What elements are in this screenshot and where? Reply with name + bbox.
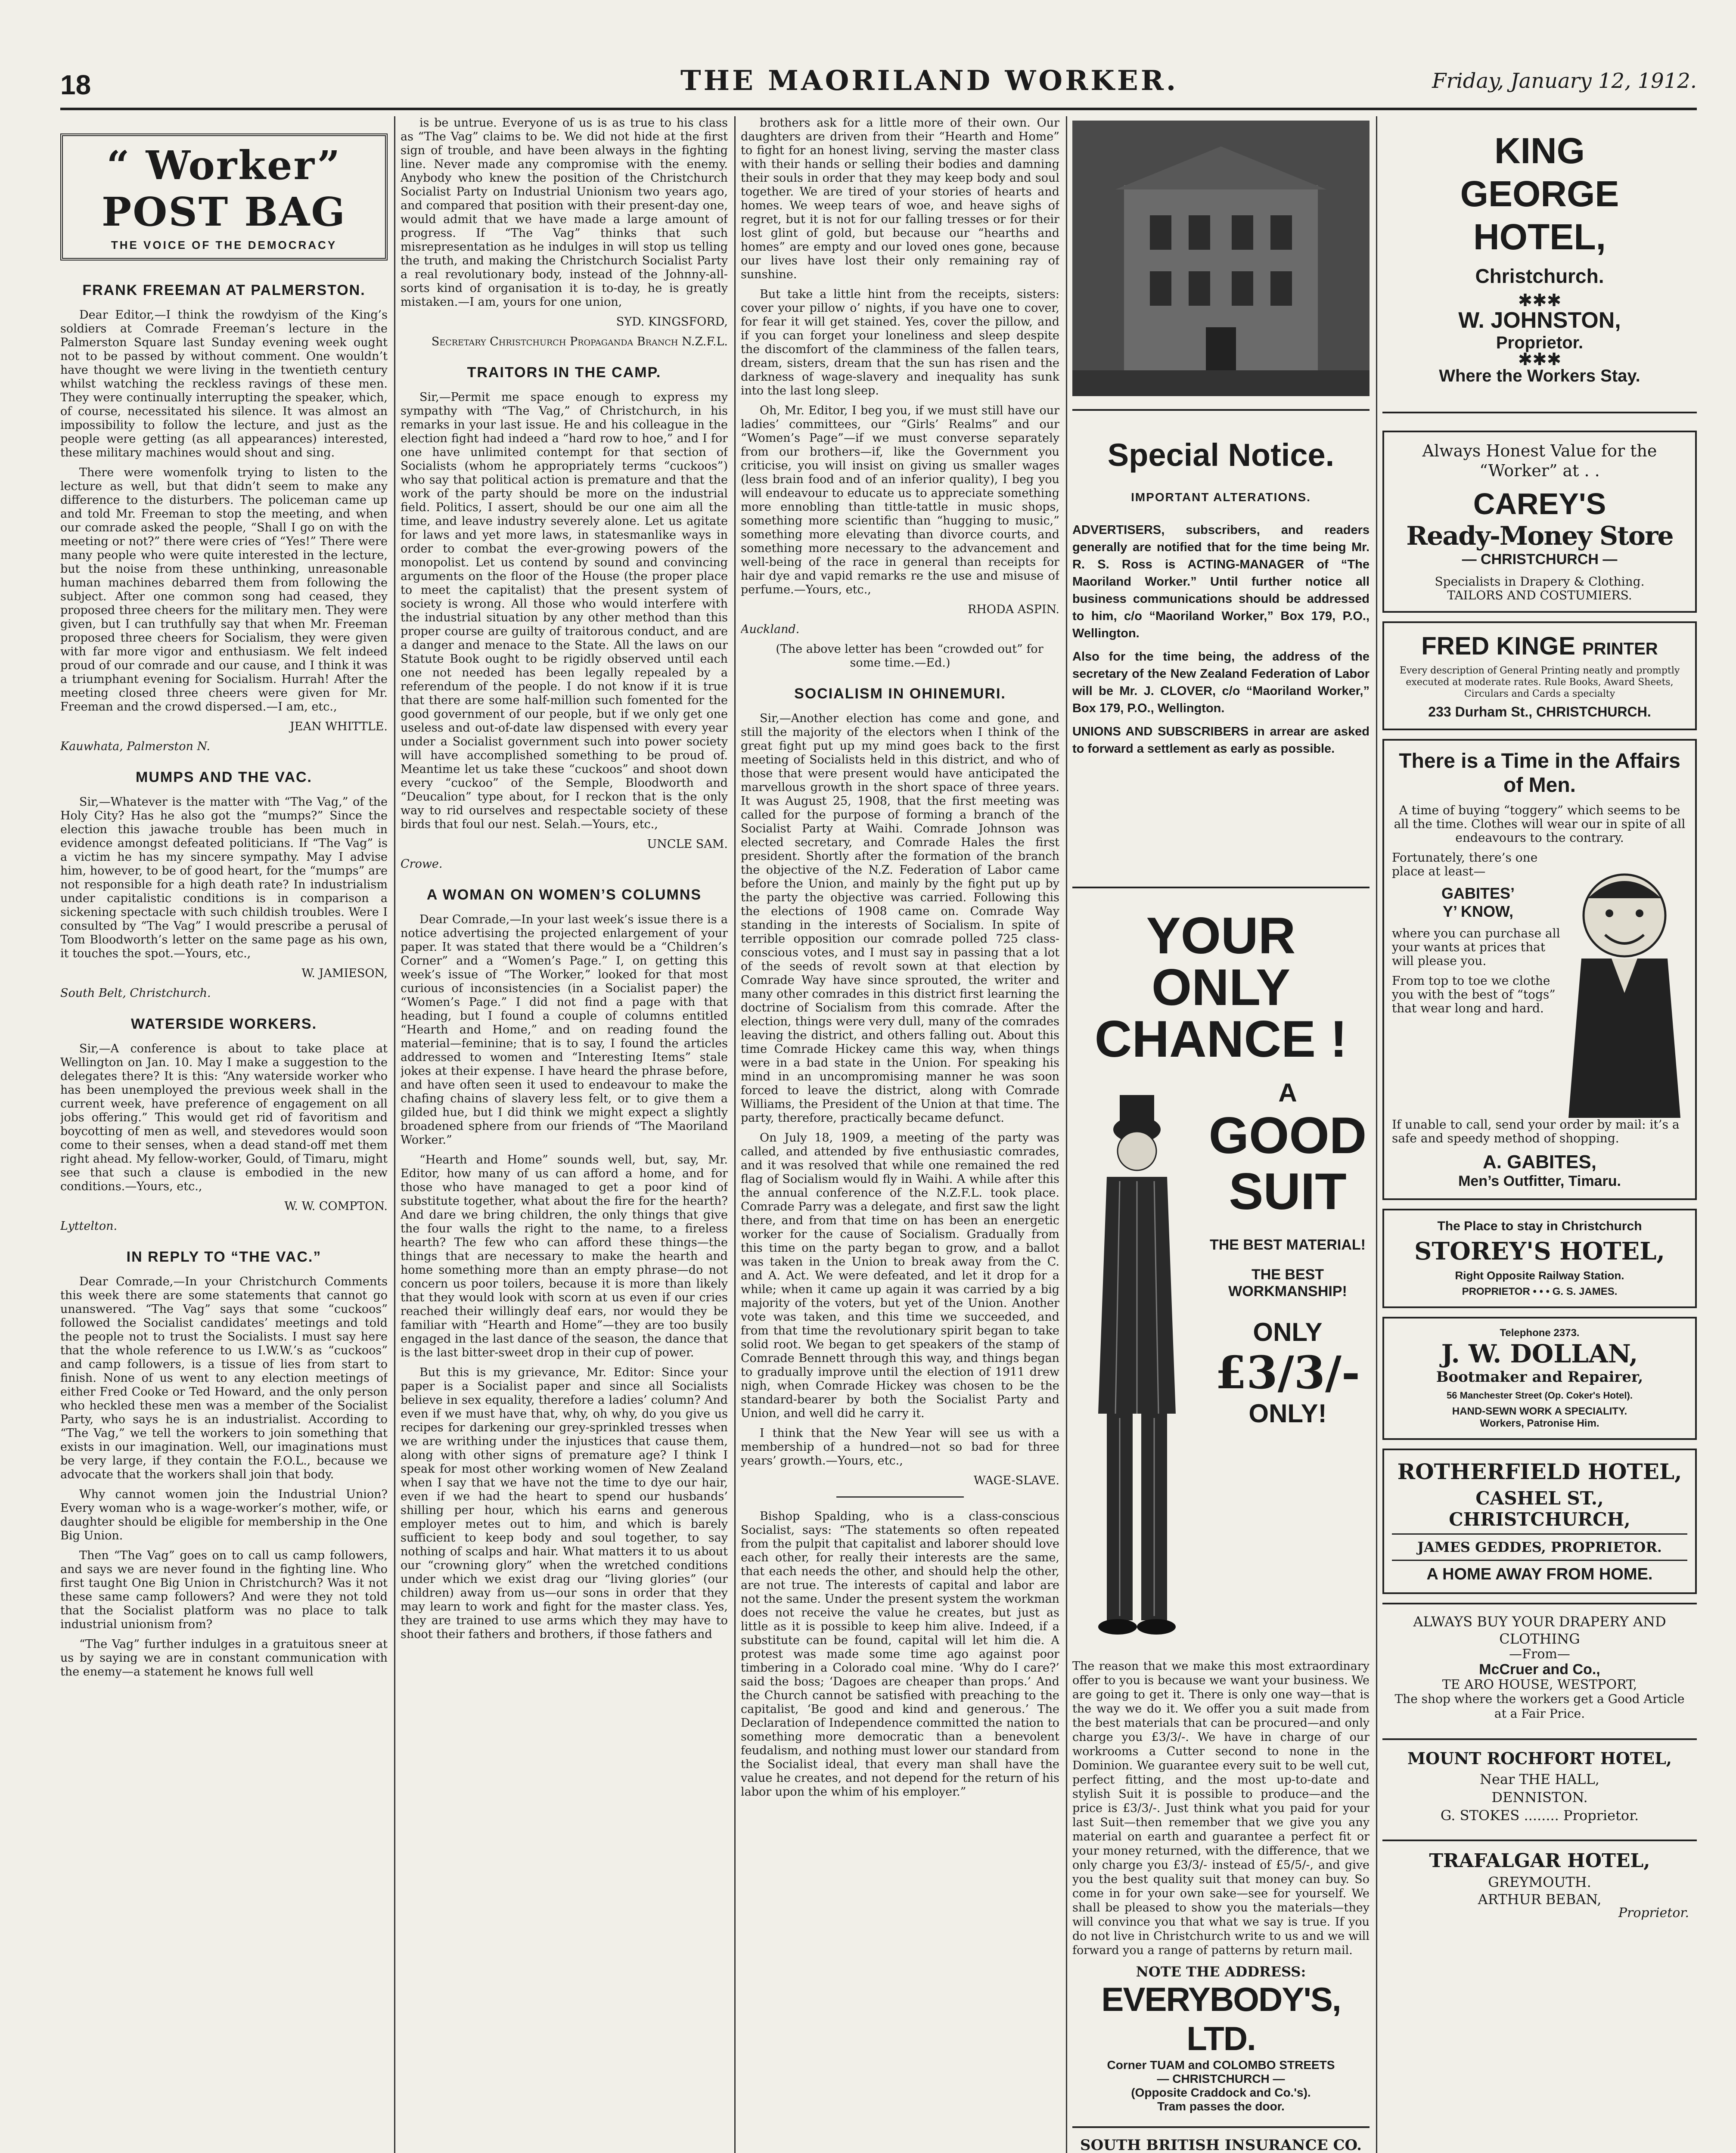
letter-paragraph: But this is my grievance, Mr. Editor: Since your paper is a Socialist paper and since all Socialists believe in sex equality, therefore a ladies’ column? And even if we must have that, why, oh why, do you give us recipes for darkening our grey-sprinkled tresses when we are writhing under the injustices that cause them, along with other signs of premature age? I think I speak for most other working women of New Zealand when I say that we have not the time to dye our hair, even if we had the heart to spend our husbands’ shilling per hour, which his earns and generous employer metes out to him, and which is barely sufficient to keep body and soul together, to say nothing of scalps and hair. What matters it to us about our “crowning glory” when the wretched conditions under which we exist drag our “living glories” (our children) away from us—our sons in order that they may learn to work and fight for the master class. Yes, they are trained to use arms which they may have to shoot their fathers and brothers, if those fathers and: [401, 1366, 728, 1641]
trafalgar-role: Proprietor.: [1618, 1905, 1689, 1920]
column-1: [60, 116, 388, 2153]
column-5: [1382, 116, 1697, 2153]
issue-date: Friday, January 12, 1912.: [1432, 69, 1697, 93]
careys-name: CAREY'S: [1473, 487, 1606, 521]
king-george-line: HOTEL,: [1473, 217, 1606, 257]
hotel-photograph: [1072, 121, 1370, 396]
suit-ad-offer: [1206, 1078, 1370, 1428]
kinge-description: Every description of General Printing neatly and promptly executed at moderate rates. Rule Books, Award Sheets, Circulars and Cards a specialty: [1399, 665, 1680, 699]
gabites-name: Y’ KNOW,: [1442, 903, 1514, 920]
king-george-role: Proprietor.: [1496, 333, 1584, 352]
rochfort-name: MOUNT ROCHFORT HOTEL,: [1407, 1749, 1672, 1768]
suit-ad-figure-area: [1072, 1078, 1370, 1659]
column-rule: [1376, 116, 1377, 2153]
mccruer-name: McCruer and Co.,: [1479, 1661, 1600, 1678]
trafalgar-name: TRAFALGAR HOTEL,: [1429, 1850, 1650, 1872]
storeys-name: STOREY'S HOTEL,: [1414, 1237, 1665, 1266]
storeys-hotel-ad: [1382, 1209, 1697, 1308]
mccruer-ad: [1382, 1603, 1697, 1730]
post-bag-title: “ Worker” POST BAG: [102, 142, 346, 235]
storeys-location: Right Opposite Railway Station.: [1455, 1269, 1624, 1282]
careys-specialty: Specialists in Drapery & Clothing.: [1435, 574, 1645, 589]
column-rule: [394, 116, 395, 2153]
suit-ad-workmanship: THE BEST WORKMANSHIP!: [1228, 1266, 1347, 1300]
letter-heading: TRAITORS IN THE CAMP.: [467, 364, 661, 381]
post-bag-subtitle: THE VOICE OF THE DEMOCRACY: [111, 239, 337, 251]
letter-paragraph: Dear Comrade,—In your last week’s issue there is a notice advertising the projected enlargement of your paper. It was stated that there would be a “Children’s Corner” and a “Women’s Page.” I, on getting this week’s issue of “The Worker,” looked for that most curious of inconsistencies (in a Socialist paper) the “Women’s Page.” I did not find a page with that heading, but I found a couple of columns entitled “Hearth and Home,” and on reading found the material—feminine; that is to say, I found the articles addressed to women and “Interesting Items” stale jokes at their expense. I have heard the phrase before, and have often seen it used to endeavour to make the chafing chains of slavery less felt, or to give them a gilded hue, but I did think we might expect a slightly broadened sphere from our friends of “The Maoriland Worker.”: [401, 913, 728, 1147]
letter-paragraph: “Hearth and Home” sounds well, but, say, Mr. Editor, how many of us can afford a home, and for those who have managed to get a poor kind of substitute together, what about the fire for the hearth? And dare we bring children, the only things that give the four walls the right to the name, to a fireless hearth? The few who can afford these things—the things that are necessary to make the hearth and home something more than an empty phrase—do not concern us poor toilers, because it is more than likely that they would look with scorn at us even if our cries reached their willingly deaf ears, nor would they be familiar with “Hearth and Home”—they are too busily engaged in the last dance of the season, the dance that is the last bitter-sweet drop in their cup of power.: [401, 1153, 728, 1359]
letter-place: Lyttelton.: [60, 1219, 118, 1233]
insurance-advertisement: [1072, 2126, 1370, 2153]
paper-title: THE MAORILAND WORKER.: [680, 65, 1179, 97]
header-rule: [60, 108, 1697, 110]
storeys-proprietor: PROPRIETOR • • • G. S. JAMES.: [1462, 1286, 1618, 1297]
letter-place: Kauwhata, Palmerston N.: [60, 740, 210, 753]
letter-paragraph: There were womenfolk trying to listen to the lecture as well, but that didn’t seem to make any difference to the disturbers. The policeman came up and told Mr. Freeman to stop the meeting, and when our comrade asked the people, “Shall I go on with the meeting or not?” there were cries of “Yes!” There were many people who were quite interested in the lecture, but the noise from these unthinking, unreasonable human machines debarred them from following the subject. After one common song had ceased, they proposed three cheers for the military men. They were given, but I can truthfully say that when Mr. Freeman proposed three cheers for Socialism, they were given with far more vigor and enthusiasm. We felt indeed proud of our comrade and our cause, and I think it was a triumphant evening for Socialism. Hurrah! After the meeting closed three cheers were given for Mr. Freeman and the crowd dispersed.—I am, etc.,: [60, 466, 388, 714]
king-george-tagline: Where the Workers Stay.: [1439, 366, 1640, 385]
column-2: [401, 116, 728, 2153]
letter-place: Crowe.: [401, 857, 443, 871]
letter-paragraph: Why cannot women join the Industrial Union? Every woman who is a wage-worker’s mother, wife, or daughter should be eligible for membership in the One Big Union.: [60, 1488, 388, 1542]
gabites-paragraph: where you can purchase all your wants at prices that will please you.: [1392, 926, 1560, 968]
suit-ad-suit: SUIT: [1229, 1163, 1347, 1220]
kinge-name: FRED KINGE: [1421, 632, 1575, 660]
smiling-man-illustration: [1564, 851, 1685, 1118]
kinge-printer-ad: [1382, 621, 1697, 730]
letter-heading: IN REPLY TO “THE VAC.”: [126, 1249, 322, 1265]
gabites-ad: [1382, 739, 1697, 1200]
section-divider: [836, 1496, 964, 1498]
letter-paragraph: Sir,—Permit me space enough to express my sympathy with “The Vag,” of Christchurch, in his remarks in your last issue. He and his colleague in the election fight had indeed a “hard row to hoe,” and I for one have unlimited contempt for that section of Socialists (whom he appropriately terms “cuckoos”) who say that political action is premature and that the work of the party should be more on the industrial field. Politics, I assert, should be our one aim all the time, and leave industry severely alone. Let us agitate for laws and yet more laws, in statesmanlike ways in order to combat the ever-growing powers of the monopolist. Let us contend by sound and convincing arguments on the floor of the House (the proper place to meet the capitalist) that the present system of society is wrong. All those who would interfere with the industrial situation by any other method than this proper course are guilty of traitorous conduct, and are a danger and menace to the State. All the laws on our Statute Book ought to be rigidly observed until each one not needed has been legally repealed by a referendum of the people. I do not know if it is true that there are some half-million such fomented for the good government of our people, but if we only get one useless and out-of-date law dispensed with every year under a Socialist government such into power society will have accomplished something to be proud of. Meantime let us take these “cuckoos” and shoot down every “cuckoo” of the Semple, Bloodworth and “Deucalion” type about, for I reckon that is the only way to rid ourselves and respectable society of these birds that foul our nest. Selah.—Yours, etc.,: [401, 391, 728, 831]
insurance-name: SOUTH BRITISH INSURANCE CO.: [1080, 2137, 1362, 2153]
letter-paragraph: brothers ask for a little more of their own. Our daughters are driven from their “Hearth and Home” to fight for an honest living, serving the master class with their hands or selling their bodies and damning their souls in order that they may keep body and soul together. We are tired of your stories of hearts and homes. We weep tears of woe, and heave sighs of regret, but it is not for our falling tresses or for their lost glint of gold, but because our “hearths and homes” are empty and our loved ones gone, because our lives have lost their only remaining ray of sunshine.: [741, 116, 1059, 281]
suit-ad-only: ONLY: [1253, 1318, 1323, 1346]
letter-signature: W. W. COMPTON.: [284, 1200, 388, 1213]
page-number: 18: [60, 69, 91, 100]
kinge-address: 233 Durham St., CHRISTCHURCH.: [1428, 704, 1651, 720]
editor-note: (The above letter has been “crowded out” for some time.—Ed.): [776, 642, 1043, 670]
gabites-subtitle: Men’s Outfitter, Timaru.: [1458, 1173, 1621, 1189]
suit-ad-headline: CHANCE !: [1094, 1010, 1348, 1068]
mccruer-from: —From—: [1509, 1647, 1570, 1662]
special-notice-paragraph: ADVERTISERS, subscribers, and readers generally are notified that for the time being Mr. R. S. Ross is ACTING-MANAGER of “The Maoriland Worker.” Until further notice all business communications should be addressed to him, c/o “Maoriland Worker,” Box 179, P.O., Wellington.: [1072, 523, 1370, 640]
trafalgar-hotel-ad: [1382, 1840, 1697, 1929]
careys-ad: [1382, 431, 1697, 613]
rochfort-proprietor: G. STOKES ........ Proprietor.: [1440, 1807, 1639, 1824]
letter-paragraph: Dear Comrade,—In your Christchurch Comments this week there are some statements that cannot go unanswered. “The Vag” says that some “cuckoos” followed the Socialist candidates’ meetings and told the people not to trust the Socialists. I must say here that the whole reference to us I.W.W.’s as “cuckoos” and camp followers, is a tissue of lies from start to finish. None of us went to any election meetings of either Fred Cooke or Ted Howard, and the only person who heckled these men was a member of the Socialist Party, who says he is an industrialist. According to “The Vag,” we tell the workers to join something that exists in our imagination. Well, our imaginations must be very large, if they contain the F.O.L., because we advocate that the workers shall join that body.: [60, 1275, 388, 1481]
suit-ad-material: THE BEST MATERIAL!: [1209, 1237, 1366, 1253]
king-george-hotel-ad: [1382, 116, 1697, 413]
special-notice: [1072, 409, 1370, 757]
letter-heading: A WOMAN ON WOMEN’S COLUMNS: [426, 887, 702, 903]
rotherfield-tagline: A HOME AWAY FROM HOME.: [1426, 1565, 1653, 1583]
column-rule: [734, 116, 736, 2153]
rochfort-near: Near THE HALL,: [1480, 1771, 1599, 1787]
suit-ad-a: A: [1278, 1078, 1297, 1107]
kinge-trade: PRINTER: [1582, 639, 1658, 658]
mccruer-tagline: The shop where the workers get a Good Article at a Fair Price.: [1394, 1692, 1685, 1721]
special-notice-title: Special Notice.: [1107, 437, 1335, 473]
suit-ad-good: GOOD: [1208, 1107, 1367, 1164]
letter-heading: MUMPS AND THE VAC.: [136, 769, 312, 785]
suit-ad-only-again: ONLY!: [1248, 1399, 1327, 1428]
letter-paragraph: Dear Editor,—I think the rowdyism of the King’s soldiers at Comrade Freeman’s lecture in the Palmerston Square last Sunday evening week ought not to be passed by without comment. One wouldn’t have thought we were living in the twentieth century whilst watching the reckless ravings of these men. They were continually interrupting the speaker, which, of course, necessitated his silence. It was almost an impossibility to follow the lecture, and just as the people were getting (as all appearances) interested, these military machines would shout and sing.: [60, 308, 388, 459]
dollan-telephone: Telephone 2373.: [1500, 1327, 1580, 1339]
suit-ad-city: — CHRISTCHURCH —: [1157, 2072, 1285, 2085]
letter-paragraph: On July 18, 1909, a meeting of the party was called, and attended by five enthusiastic comrades, and it was resolved that while one remained the red flag of Socialism would fly in Waihi. A while after this the annual conference of the N.Z.F.L. took place. Comrade Parry was a delegate, and first saw the light there, and from that time on has been an energetic worker for the cause of Socialism. Gradually from this time on the party began to grow, and a ballot was taken in the Union to break away from the C. and A. Act. We were defeated, and let it drop for a while; when it came up again it was carried by a big majority of the voters, but yet of the Union. Another vote was taken, and this time we succeeded, and from that time the revolutionary spirit began to take solid root. We began to get speakers of the stamp of Comrade Bennett through this way, and things began to gradually improve until the election of 1911 drew nigh, when Comrade Hickey was chosen to be the standard-bearer by both the Socialist Party and Union, and well did he carry it.: [741, 1131, 1059, 1420]
special-notice-paragraph: Also for the time being, the address of the secretary of the New Zealand Federation of Labor will be Mr. J. CLOVER, c/o “Maoriland Worker,” Box 179, P.O., Wellington.: [1072, 650, 1370, 715]
letter-place: South Belt, Christchurch.: [60, 987, 211, 1000]
suit-ad-store: EVERYBODY'S, LTD.: [1101, 1980, 1341, 2057]
storeys-top: The Place to stay in Christchurch: [1437, 1219, 1642, 1233]
gabites-signature: A. GABITES,: [1482, 1151, 1597, 1173]
ornament: ✱✱✱: [1518, 350, 1562, 369]
dollan-tagline: Workers, Patronise Him.: [1480, 1418, 1599, 1429]
letter-heading: SOCIALISM IN OHINEMURI.: [794, 686, 1006, 702]
letter-signature: JEAN WHITTLE.: [290, 720, 388, 733]
gabites-paragraph: If unable to call, send your order by mail: it’s a safe and speedy method of shopping.: [1392, 1117, 1680, 1145]
letter-signature: WAGE-SLAVE.: [973, 1474, 1059, 1487]
dollan-ad: [1382, 1317, 1697, 1440]
gabites-copy: [1392, 851, 1564, 1118]
letter-paragraph: is be untrue. Everyone of us is as true to his class as “The Vag” claims to be. We did not hide at the first sign of trouble, and have been always in the fighting line. Never made any compromise with the enemy. Anybody who knew the position of the Christchurch Socialist Party on Industrial Unionism two years ago, and compared that position with their present-day one, would admit that we have made a large amount of progress. If “The Vag” thinks that such misrepresentation as he indulges in will stop us telling the truth, and making the Christchurch Socialist Party a real revolutionary body, instead of the Johnny-all-sorts kind of organisation it is to-day, he is greatly mistaken.—I am, yours for one union,: [401, 116, 728, 309]
letter-paragraph: “The Vag” further indulges in a gratuitous sneer at us by saying we are in constant communication with the enemy—a statement he knows full well: [60, 1638, 388, 1678]
column-rule: [1066, 116, 1067, 2153]
article-paragraph: Bishop Spalding, who is a class-conscious Socialist, says: “The statements so often repeated from the pulpit that capitalist and laborer should love each other, for really their interests are the same, that each needs the other, and should help the other, are not true. The interests of capital and labor are not the same. Under the present system the workman does not receive the value he creates, but just as little as it is possible to keep him alive. Indeed, if a substitute can be found, capital will let him die. A protest was made some time ago against poor timbering in a Colorado coal mine. ‘Why do I care?’ said the boss; ‘Dagoes are cheaper than props.’ And the Church cannot be satisfied with preaching to the capitalist, ‘Be good and kind and generous.’ The Declaration of Independence committed the nation to something more democratic than a benevolent feudalism, and nothing must lower our standard from the Socialist ideal, that every man shall have the value he creates, and not depend for the return of his labor upon the whim of his employer.”: [741, 1510, 1059, 1799]
letter-paragraph: Sir,—A conference is about to take place at Wellington on Jan. 10. May I make a suggestion to the delegates there? It is this: “Any waterside worker who has been unemployed the previous week shall in the current week, have preference of engagement on all jobs offering.” This would get rid of favoritism and boycotting of men as well, and stevedores would soon come to their senses, when a dead stand-off met them right ahead. My fellow-worker, Gould, of Timaru, might see that such a clause is embodied in the new conditions.—Yours, etc.,: [60, 1042, 388, 1193]
letter-paragraph: Sir,—Whatever is the matter with “The Vag,” of the Holy City? Has he also got the “mumps?” Since the election this jawache trouble has been much in evidence amongst defeated politicians. If “The Vag” is a victim he has my sincere sympathy. May I advise him, however, to be of good heart, for the “mumps” are not responsible for a high death rate? In industrialism under capitalistic conditions is in comparison a sickening spectacle with such childish troubles. Were I consulted by “The Vag” I would prescribe a perusal of Tom Bloodworth’s letter on the same page as his own, it touches the spot.—Yours, etc.,: [60, 795, 388, 960]
king-george-line: KING: [1494, 130, 1585, 171]
special-notice-paragraph: UNIONS AND SUBSCRIBERS in arrear are asked to forward a settlement as early as possible.: [1072, 725, 1370, 756]
careys-store: Ready-Money Store: [1406, 521, 1673, 551]
letter-signature: UNCLE SAM.: [647, 838, 728, 851]
letter-place: Auckland.: [741, 623, 800, 636]
dollan-trade: Bootmaker and Repairer,: [1436, 1368, 1643, 1386]
rochfort-town: DENNISTON.: [1491, 1789, 1588, 1806]
gabites-paragraph: Fortunately, there’s one place at least—: [1392, 850, 1538, 878]
trafalgar-owner: ARTHUR BEBAN,: [1478, 1891, 1602, 1908]
suit-ad-headline: YOUR ONLY: [1146, 907, 1296, 1016]
mccruer-house: TE ARO HOUSE, WESTPORT,: [1442, 1677, 1637, 1692]
rotherfield-proprietor: JAMES GEDDES, PROPRIETOR.: [1392, 1533, 1687, 1561]
suit-ad-opposite: (Opposite Craddock and Co.'s).: [1131, 2086, 1311, 2099]
dollan-specialty: HAND-SEWN WORK A SPECIALITY.: [1452, 1405, 1627, 1417]
post-bag-banner: [60, 133, 388, 261]
letter-paragraph: Sir,—Another election has come and gone, and still the majority of the electors when I think of the great fight put up my mind goes back to the first meeting of Socialists held in this district, and who of those that were present would have anticipated the marvellous growth in the short space of three years. It was August 25, 1908, that the first meeting was called for the purpose of forming a branch of the Socialist Party at Waihi. Comrade Johnson was elected secretary, and Comrade Hales the first president. Shortly after the formation of the branch the objective of the N.Z. Federation of Labor came before the Union, and mainly by the fight put up by the party the objective was carried. Following this the elections of 1908 came on. Comrade Way standing in the interests of Socialism. In spite of terrible opposition our comrade polled 725 class-conscious votes, and I must say in passing that a lot of the seeds of revolt sown at that election by Comrade Way have since sprouted, the writer and many other comrades in this district first learning the doctrine of Socialism from this comrade. After the election, things were very dull, many of the comrades leaving the district, and others falling out. About this time Comrade Hickey came this way, when things were in a bad state in the Union. For speaking his mind in an uncompromising manner he was soon forced to leave the district, along with Comrade Williams, the President of the Union at that time. The party, therefore, practically became defunct.: [741, 712, 1059, 1125]
letter-heading: WATERSIDE WORKERS.: [130, 1016, 317, 1032]
letter-signature: RHODA ASPIN.: [967, 603, 1059, 616]
king-george-city: Christchurch.: [1475, 265, 1604, 287]
suit-ad-tram: Tram passes the door.: [1157, 2100, 1285, 2113]
letter-paragraph: Then “The Vag” goes on to call us camp followers, and says we are never found in the fighting line. Who first taught One Big Union in Christchurch? Was it not these same camp followers? And were they not told that the Socialist platform was no place to talk industrial unionism from?: [60, 1549, 388, 1631]
king-george-line: GEORGE: [1460, 174, 1619, 214]
masthead: [60, 65, 1697, 103]
ornament: ✱✱✱: [1518, 291, 1562, 310]
gabites-paragraph: From top to toe we clothe you with the best of “togs” that wear long and hard.: [1392, 974, 1556, 1015]
rochfort-hotel-ad: [1382, 1738, 1697, 1831]
letter-paragraph: I think that the New Year will see us with a membership of a hundred—not so bad for three years’ growth.—Yours, etc.,: [741, 1427, 1059, 1467]
building-illustration: [1072, 121, 1370, 396]
trafalgar-town: GREYMOUTH.: [1488, 1874, 1591, 1890]
letter-signature: SYD. KINGSFORD,: [616, 315, 728, 329]
careys-trades: TAILORS AND COSTUMIERS.: [1447, 588, 1632, 602]
gabites-name: GABITES’: [1441, 884, 1515, 902]
rotherfield-name: ROTHERFIELD HOTEL,: [1397, 1459, 1682, 1484]
rotherfield-address: CASHEL ST., CHRISTCHURCH,: [1449, 1488, 1630, 1530]
column-3: [741, 116, 1059, 2153]
special-notice-subtitle: IMPORTANT ALTERATIONS.: [1131, 490, 1311, 504]
suit-ad-body: The reason that we make this most extraordinary offer to you is because we want your business. We are going to get it. There is only one way—that is the way we do it. We offer you a suit made from the best materials that can be procured—and only charge you £3/3/-. We have in charge of our workrooms a Cutter second to none in the Dominion. We guarantee every suit to be well cut, perfect fitting, and the most up-to-date and stylish Suit it is possible to produce—and the price is £3/3/-. Just think what you paid for your last Suit—then remember that we give you any material on earth and guarantee a perfect fit or your money returned, with the difference, that we only charge you £3/3/- instead of £5/5/-, and give you the best quality suit that money can buy. So come in for your own sake—see for yourself. We shall be pleased to show you the materials—they will convince you that what we say is true. If you do not live in Christchurch write to us and we will forward you a range of patterns by return mail.: [1072, 1660, 1370, 1957]
mccruer-line: ALWAYS BUY YOUR DRAPERY AND CLOTHING: [1413, 1613, 1666, 1647]
rotherfield-hotel-ad: [1382, 1449, 1697, 1594]
letter-signature-title: Secretary Christchurch Propaganda Branch N.Z.F.L.: [431, 335, 728, 348]
gabites-title: There is a Time in the Affairs of Men.: [1399, 750, 1680, 797]
careys-city: — CHRISTCHURCH —: [1462, 551, 1618, 568]
suit-ad-price: £3/3/-: [1215, 1346, 1360, 1399]
dollan-address: 56 Manchester Street (Op. Coker's Hotel).: [1447, 1390, 1633, 1401]
letter-signature: W. JAMIESON,: [301, 967, 388, 980]
careys-top: Always Honest Value for the “Worker” at . .: [1422, 441, 1657, 480]
letter-paragraph: Oh, Mr. Editor, I beg you, if we must still have our ladies’ committees, our “Girls’ Realms” and our “Women’s Page”—if we must converse separately from our brothers—if, like the Government you criticise, you will insist on giving us smaller wages (less brain food and of an inferior quality), I beg you will endeavour to educate us to appreciate something more ennobling than tittle-tattle in music shops, something more scientific than “hugging to music,” something more elevating than divorce courts, and something more necessary to the advancement and well-being of the race in general than receipts for hair dye and vapid remarks re the use and misuse of perfume.—Yours, etc.,: [741, 404, 1059, 596]
gentleman-illustration: [1072, 1078, 1202, 1659]
letter-paragraph: But take a little hint from the receipts, sisters: cover your pillow o’ nights, if you have one to cover, for fear it will get stained. Yes, cover the pillow, and if you can forget your loneliness and sleep despite the discomfort of the clamminess of the fallen tears, dream, sisters, dream that the sun has risen and the darkness of wage-slavery and inequality has sunk into the last long sleep.: [741, 288, 1059, 397]
suit-ad-corner: Corner TUAM and COLOMBO STREETS: [1107, 2058, 1335, 2072]
dollan-name: J. W. DOLLAN,: [1441, 1339, 1638, 1368]
letter-heading: FRANK FREEMAN AT PALMERSTON.: [82, 282, 366, 298]
column-4: [1072, 116, 1370, 2153]
suit-advertisement: [1072, 887, 1370, 2113]
gabites-paragraph: A time of buying “toggery” which seems to be all the time. Clothes will wear our in spite of all endeavours to the contrary.: [1394, 803, 1686, 845]
suit-ad-address-label: NOTE THE ADDRESS:: [1136, 1964, 1306, 1980]
king-george-owner: W. JOHNSTON,: [1458, 308, 1621, 333]
